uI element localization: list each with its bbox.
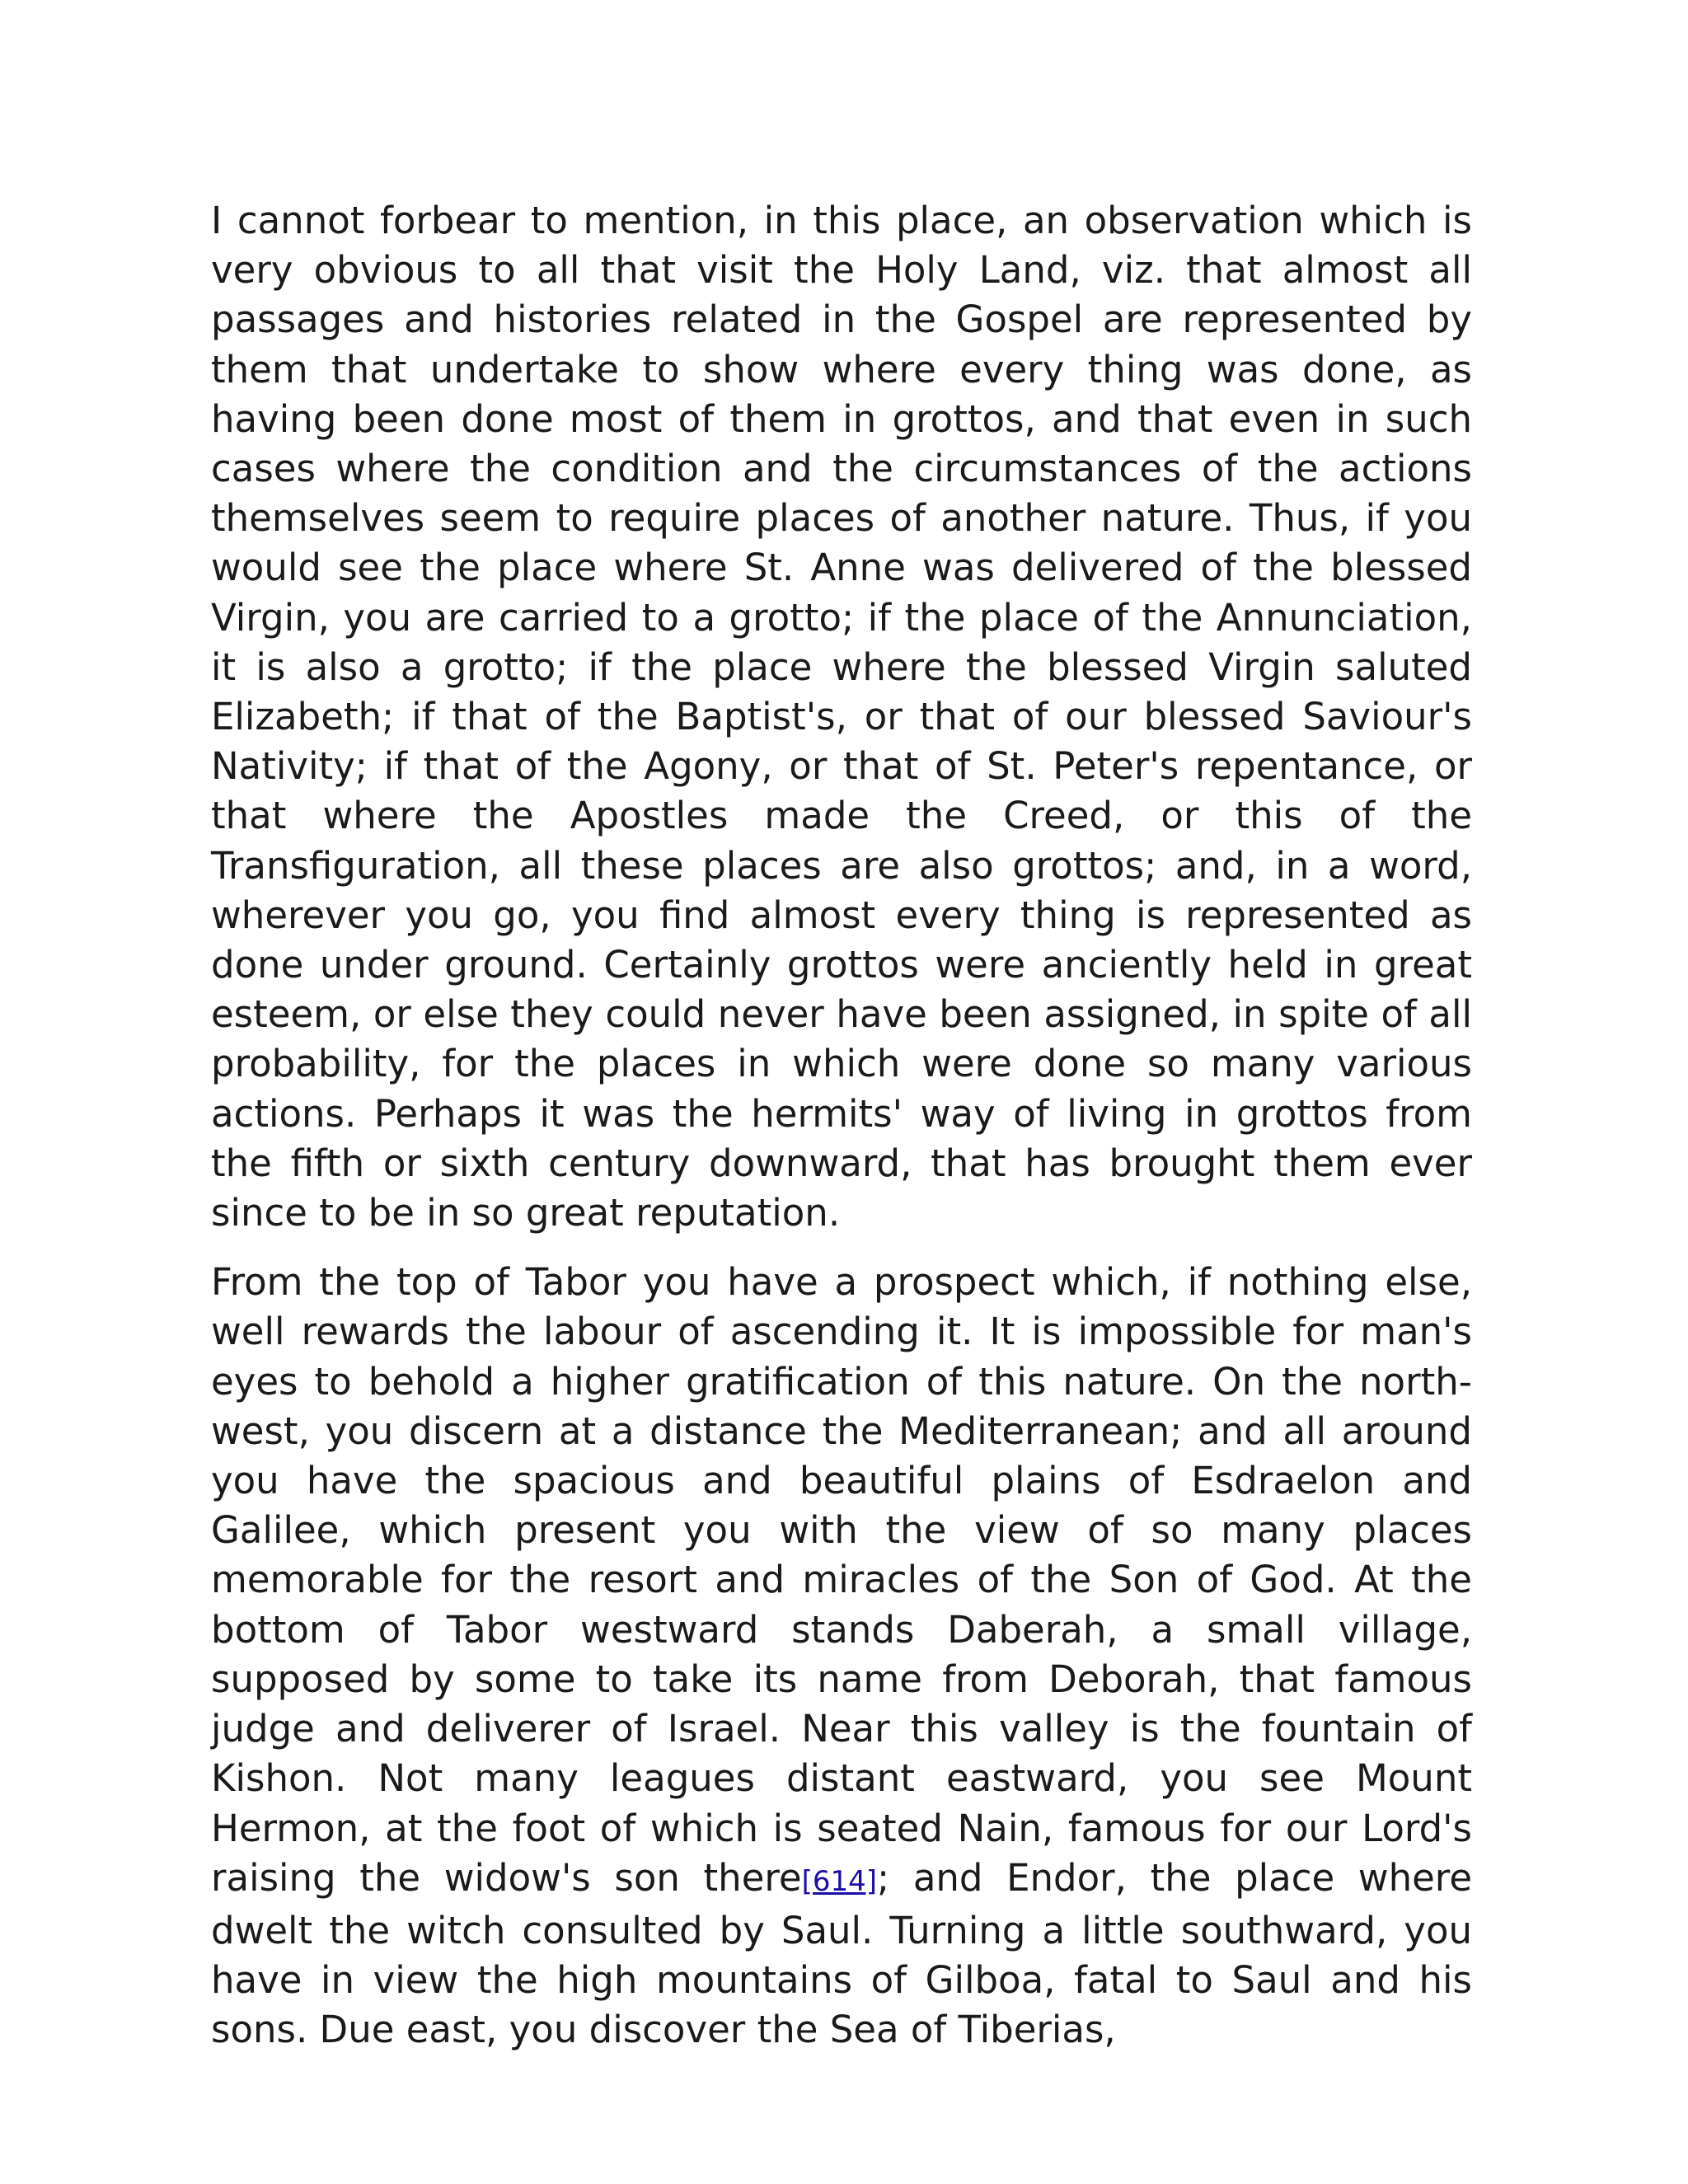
paragraph-text-before-footnote: From the top of Tabor you have a prospect which, if nothing else, well rewards the labour of ascending it. It is impossible for man's eyes to behold a higher gratification of this nature. On the north-west, you discern at a distance the Mediterranean; and all around you have the spacious and beautiful plains of Esdraelon and Galilee, which present you with the view of so many places memorable for the resort and miracles of the Son of God. At the bottom of Tabor westward stands Daberah, a small village, supposed by some to take its name from Deborah, that famous judge and deliverer of Israel. Near this valley is the fountain of Kishon. Not many leagues distant eastward, you see Mount Hermon, at the foot of which is seated Nain, famous for our Lord's raising the widow's son there [211, 1260, 1472, 1900]
footnote-link[interactable]: [614] [801, 1864, 878, 1898]
page-content [211, 196, 1472, 2055]
paragraph-tabor-prospect [211, 1258, 1472, 2055]
paragraph-grottos [211, 196, 1472, 1238]
paragraph-text-after-footnote: ; and Endor, the place where dwelt the witch consulted by Saul. Turning a little southward, you have in view the high mountains of Gilboa, fatal to Saul and his sons. Due east, you discover the Sea of Tiberias, [211, 1855, 1472, 2052]
paragraph-text: I cannot forbear to mention, in this place, an observation which is very obvious to all that visit the Holy Land, viz. that almost all passages and histories related in the Gospel are represented by them that undertake to show where every thing was done, as having been done most of them in grottos, and that even in such cases where the condition and the circumstances of the actions themselves seem to require places of another nature. Thus, if you would see the place where St. Anne was delivered of the blessed Virgin, you are carried to a grotto; if the place of the Annunciation, it is also a grotto; if the place where the blessed Virgin saluted Elizabeth; if that of the Baptist's, or that of our blessed Saviour's Nativity; if that of the Agony, or that of St. Peter's repentance, or that where the Apostles made the Creed, or this of the Transfiguration, all these places are also grottos; and, in a word, wherever you go, you find almost every thing is represented as done under ground. Certainly grottos were anciently held in great esteem, or else they could never have been assigned, in spite of all probability, for the places in which were done so many various actions. Perhaps it was the hermits' way of living in grottos from the fifth or sixth century downward, that has brought them ever since to be in so great reputation. [211, 199, 1472, 1235]
